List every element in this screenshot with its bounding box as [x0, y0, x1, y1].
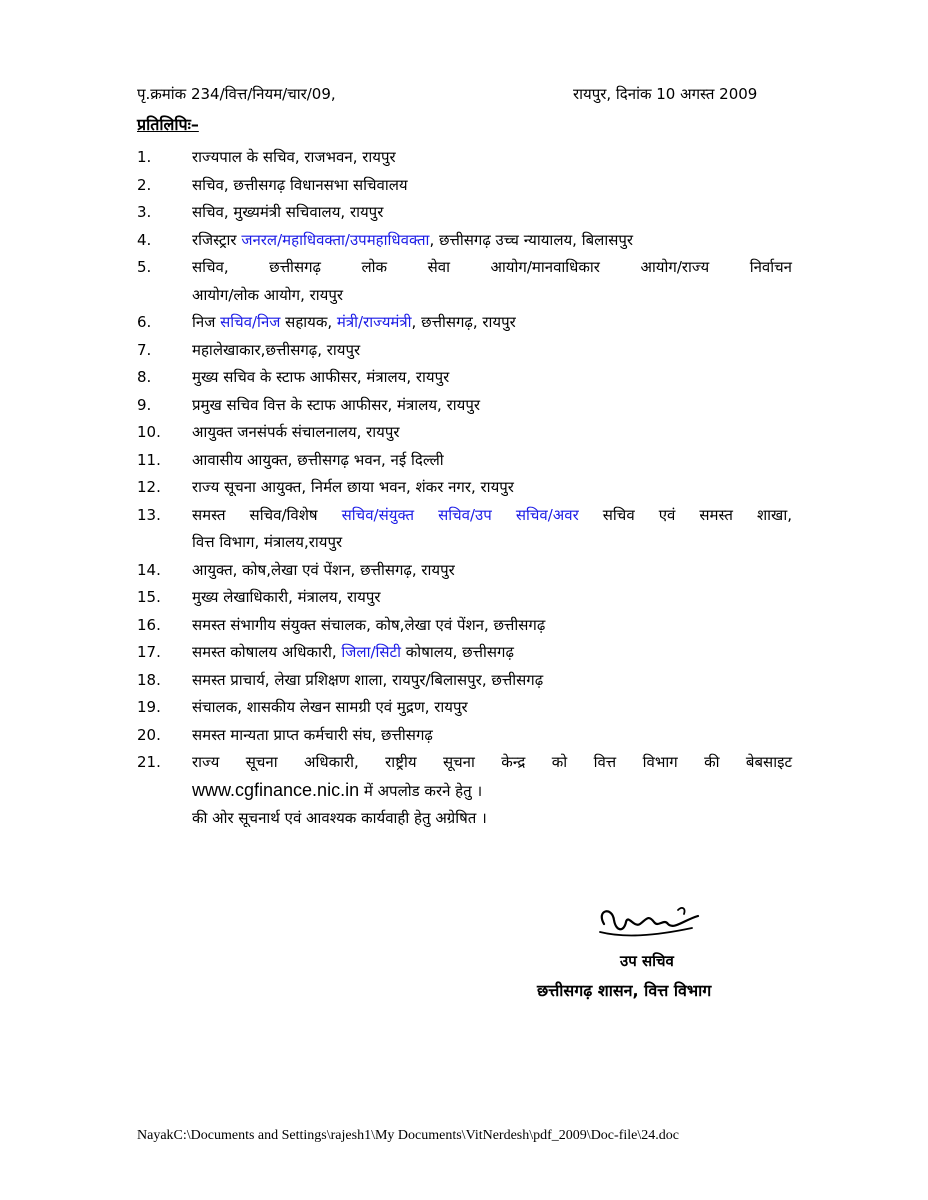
- item-number: 19.: [137, 698, 161, 716]
- item-text-highlight: मंत्री/राज्यमंत्री: [336, 313, 412, 331]
- item-text: सचिव, मुख्यमंत्री सचिवालय, रायपुर: [192, 203, 384, 221]
- item-text-highlight: सचिव/निज: [220, 313, 281, 331]
- item-text: राज्यपाल के सचिव, राजभवन, रायपुर: [192, 148, 396, 166]
- list-item: [137, 749, 792, 833]
- list-item: [137, 364, 792, 392]
- item-text: निज: [192, 313, 221, 331]
- document-file-path: NayakC:\Documents and Settings\rajesh1\My Documents\VitNerdesh\pdf_2009\Doc-file\24.doc: [137, 1128, 679, 1143]
- item-text: सहायक,: [280, 313, 337, 331]
- item-number: 15.: [137, 588, 161, 606]
- list-item: [137, 639, 792, 667]
- list-item: [137, 447, 792, 475]
- item-number: 5.: [137, 258, 152, 276]
- signatory-title: उप सचिव: [620, 952, 674, 970]
- item-text-highlight: जिला/सिटी: [341, 643, 402, 661]
- item-text: राज्य सूचना आयुक्त, निर्मल छाया भवन, शंकर नगर, रायपुर: [192, 478, 514, 496]
- place-date: रायपुर, दिनांक 10 अगस्त 2009: [573, 85, 758, 103]
- item-text: आवासीय आयुक्त, छत्तीसगढ़ भवन, नई दिल्ली: [192, 450, 444, 469]
- list-item: [137, 254, 792, 309]
- list-item: [137, 667, 792, 695]
- item-number: 9.: [137, 395, 152, 414]
- item-text: कोषालय, छत्तीसगढ़: [401, 643, 514, 661]
- item-text: आयुक्त जनसंपर्क संचालनालय, रायपुर: [192, 423, 400, 441]
- closing-text: की ओर सूचनार्थ एवं आवश्यक कार्यवाही हेतु अग्रेषित ।: [192, 809, 487, 827]
- item-text: मुख्य सचिव के स्टाफ आफीसर, मंत्रालय, रायपुर: [192, 368, 450, 386]
- item-text: मुख्य लेखाधिकारी, मंत्रालय, रायपुर: [192, 588, 381, 606]
- list-item: [137, 584, 792, 612]
- item-text: समस्त मान्यता प्राप्त कर्मचारी संघ, छत्तीसगढ़: [192, 725, 433, 744]
- item-text: समस्त प्राचार्य, लेखा प्रशिक्षण शाला, रायपुर/बिलासपुर, छत्तीसगढ़: [192, 670, 544, 689]
- item-text-highlight: सचिव/संयुक्त सचिव/उप सचिव/अवर: [341, 505, 579, 524]
- item-number: 8.: [137, 368, 152, 386]
- item-text-continued: आयोग/लोक आयोग, रायपुर: [192, 285, 344, 304]
- item-text: प्रमुख सचिव वित्त के स्टाफ आफीसर, मंत्रालय, रायपुर: [192, 395, 480, 414]
- list-item: [137, 722, 792, 750]
- item-text: , छत्तीसगढ़, रायपुर: [411, 313, 516, 331]
- recipient-list: [137, 144, 792, 833]
- item-number: 10.: [137, 423, 161, 441]
- list-item: [137, 337, 792, 365]
- list-item: [137, 392, 792, 420]
- item-number: 12.: [137, 478, 161, 496]
- item-number: 16.: [137, 615, 161, 634]
- item-number: 7.: [137, 340, 152, 359]
- item-number: 1.: [137, 148, 152, 166]
- list-item: [137, 557, 792, 585]
- list-item: [137, 502, 792, 557]
- item-text: सचिव, छत्तीसगढ़ लोक सेवा आयोग/मानवाधिकार आयोग/राज्य निर्वाचन: [192, 258, 792, 276]
- list-item: [137, 144, 792, 172]
- item-text: राज्य सूचना अधिकारी, राष्ट्रीय सूचना केन्द्र को वित्त विभाग की बेबसाइट: [192, 753, 792, 771]
- signatory-department: छत्तीसगढ़ शासन, वित्त विभाग: [537, 981, 712, 1000]
- item-text: समस्त कोषालय अधिकारी,: [192, 643, 342, 661]
- item-number: 20.: [137, 725, 161, 744]
- handwritten-signature: [594, 902, 704, 946]
- item-text: आयुक्त, कोष,लेखा एवं पेंशन, छत्तीसगढ़, रायपुर: [192, 560, 455, 579]
- item-text: समस्त सचिव/विशेष: [192, 505, 342, 524]
- item-text: सचिव, छत्तीसगढ़ विधानसभा सचिवालय: [192, 175, 408, 194]
- list-item: [137, 694, 792, 722]
- list-item: [137, 309, 792, 337]
- item-text-continued: में अपलोड करने हेतु ।: [359, 781, 483, 800]
- list-item: [137, 172, 792, 200]
- item-number: 4.: [137, 230, 152, 249]
- item-number: 21.: [137, 753, 161, 771]
- item-text: समस्त संभागीय संयुक्त संचालक, कोष,लेखा एवं पेंशन, छत्तीसगढ़: [192, 615, 546, 634]
- website-url: www.cgfinance.nic.in: [192, 779, 360, 800]
- item-number: 14.: [137, 560, 161, 579]
- item-number: 17.: [137, 643, 161, 661]
- item-number: 3.: [137, 203, 152, 221]
- item-text-line: [192, 502, 792, 530]
- list-item: [137, 199, 792, 227]
- item-text: रजिस्ट्रार: [192, 230, 242, 249]
- list-item: [137, 612, 792, 640]
- item-number: 13.: [137, 505, 161, 524]
- list-item: [137, 227, 792, 255]
- item-number: 18.: [137, 670, 161, 689]
- copy-to-heading: प्रतिलिपिः–: [137, 115, 199, 134]
- item-text: सचिव एवं समस्त शाखा,: [578, 505, 792, 524]
- list-item: [137, 419, 792, 447]
- item-number: 6.: [137, 313, 152, 331]
- list-item: [137, 474, 792, 502]
- item-text: संचालक, शासकीय लेखन सामग्री एवं मुद्रण, रायपुर: [192, 698, 468, 716]
- item-number: 11.: [137, 450, 161, 469]
- item-number: 2.: [137, 175, 152, 194]
- item-text: , छत्तीसगढ़ उच्च न्यायालय, बिलासपुर: [429, 230, 634, 249]
- item-text-continued-line: [192, 777, 792, 806]
- item-text-continued: वित्त विभाग, मंत्रालय,रायपुर: [192, 533, 343, 551]
- item-text-highlight: जनरल/महाधिवक्ता/उपमहाधिवक्ता: [241, 230, 430, 249]
- item-text: महालेखाकार,छत्तीसगढ़, रायपुर: [192, 340, 361, 359]
- reference-number: पृ.क्रमांक 234/वित्त/नियम/चार/09,: [137, 85, 336, 103]
